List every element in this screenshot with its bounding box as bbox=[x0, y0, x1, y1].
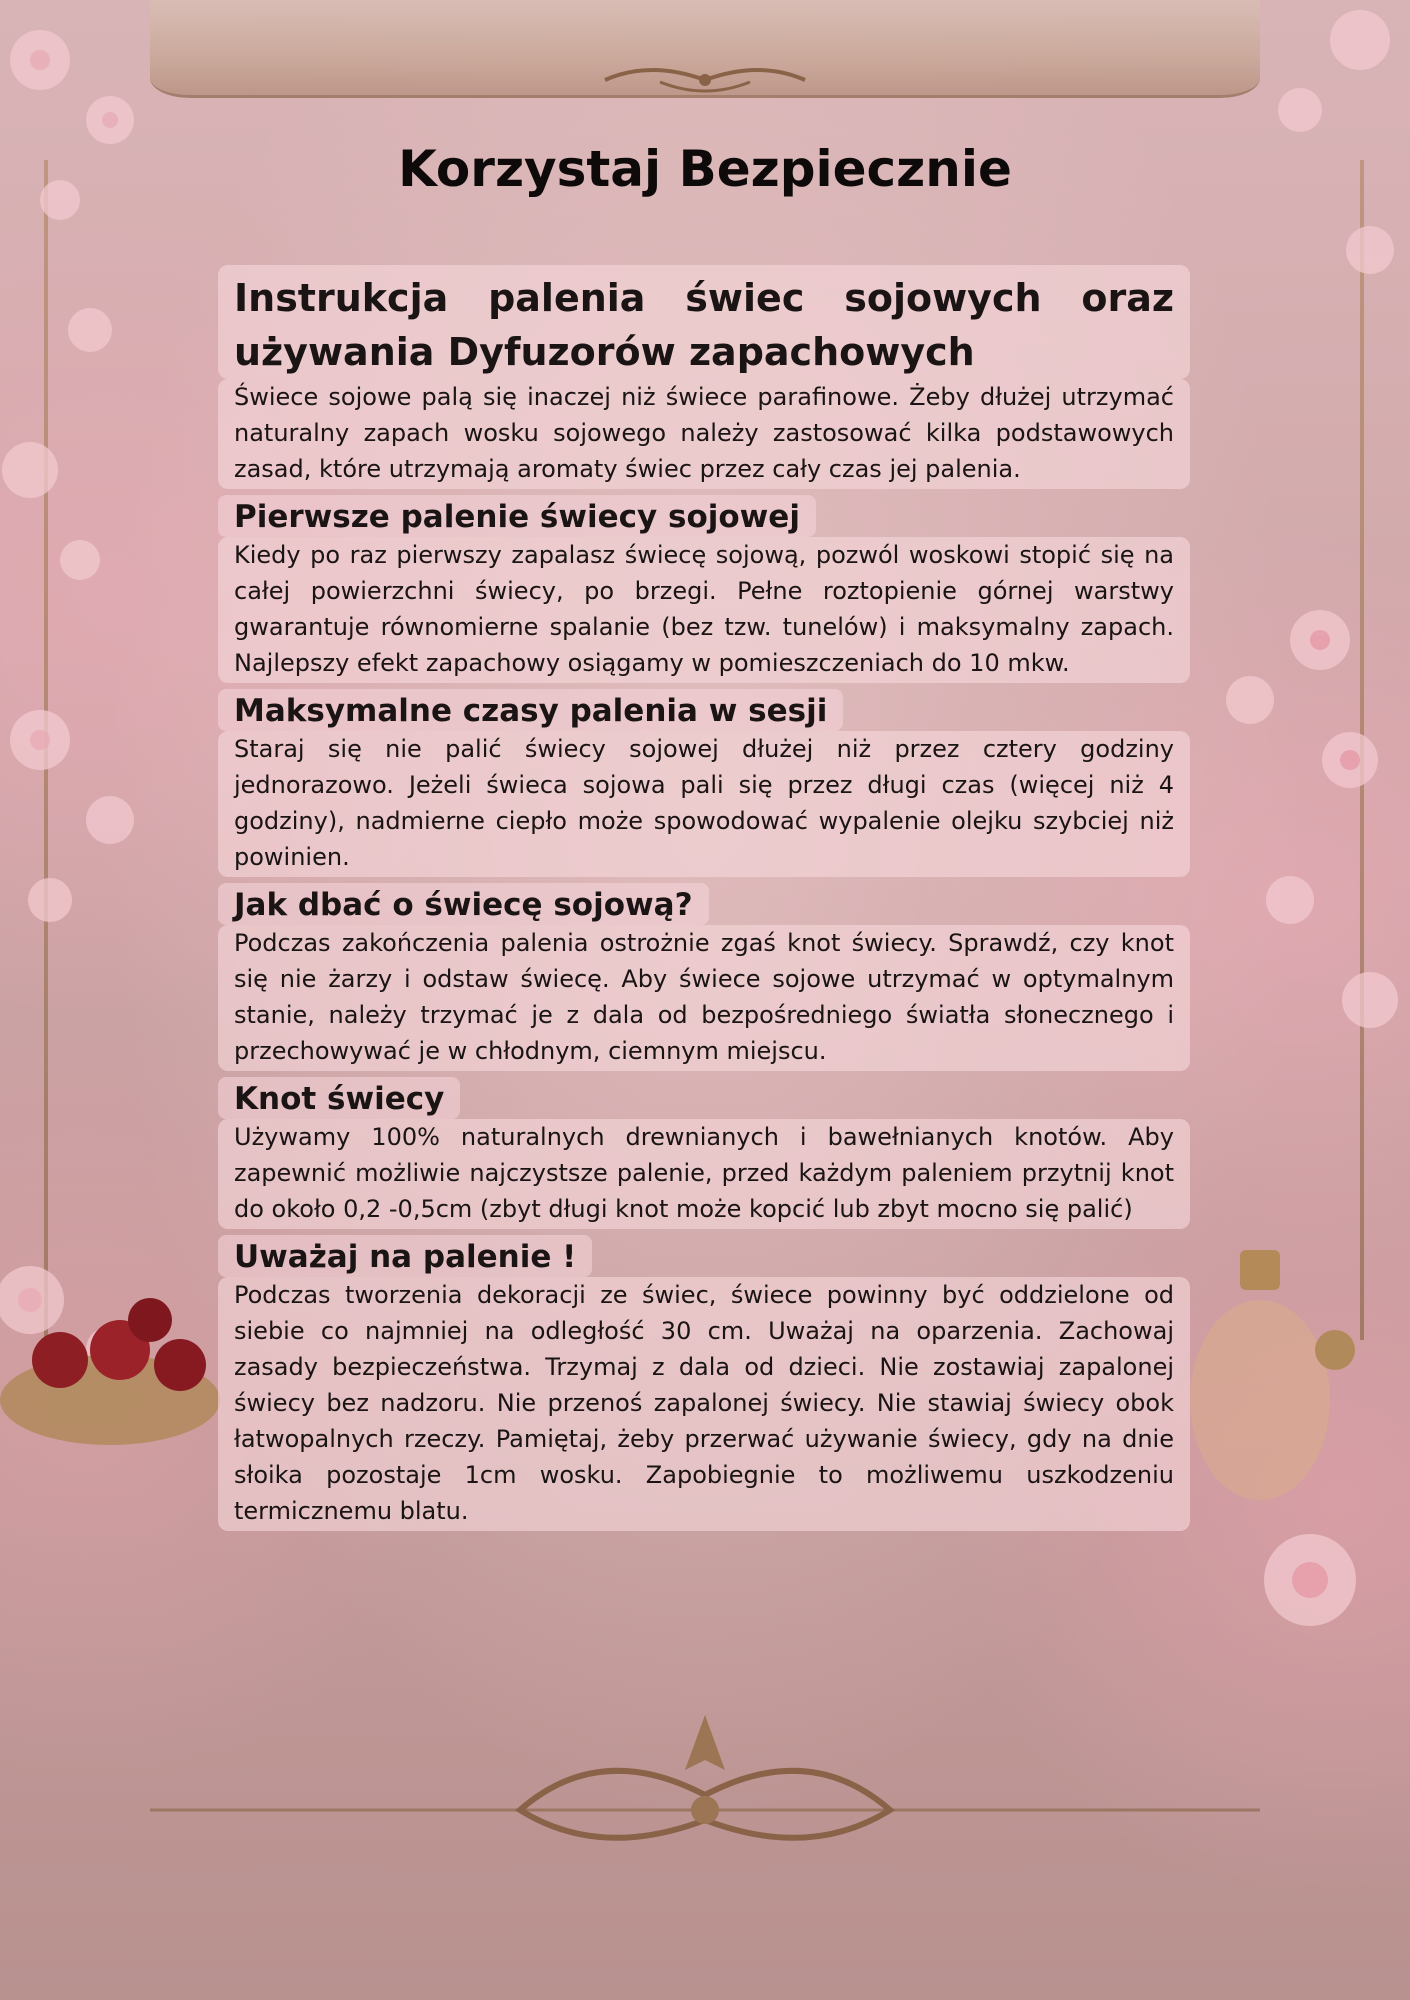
section-paragraph: Podczas zakończenia palenia ostrożnie zgaś knot świecy. Sprawdź, czy knot się nie żarzy i odstaw świecę. Aby świece sojowe utrzymać w optymalnym stanie, należy trzymać je z dala od bezpośredniego światła słonecznego i przechowywać je w chłodnym, ciemnym miejscu. bbox=[218, 925, 1190, 1071]
top-flourish-ornament bbox=[600, 60, 810, 100]
section-heading: Pierwsze palenie świecy sojowej bbox=[218, 495, 816, 537]
section-candle-care bbox=[218, 883, 1190, 1071]
section-safety bbox=[218, 1235, 1190, 1531]
right-frame-border bbox=[1360, 160, 1364, 1340]
section-heading: Knot świecy bbox=[218, 1077, 460, 1119]
section-burn-times bbox=[218, 689, 1190, 877]
section-heading: Maksymalne czasy palenia w sesji bbox=[218, 689, 843, 731]
instructions-content bbox=[218, 265, 1190, 1531]
section-first-burn bbox=[218, 495, 1190, 683]
bottom-gold-ornament bbox=[0, 1700, 1410, 1880]
cherry-bowl-illustration bbox=[0, 1280, 240, 1460]
section-paragraph: Używamy 100% naturalnych drewnianych i bawełnianych knotów. Aby zapewnić możliwie najczystsze palenie, przed każdym paleniem przytnij knot do około 0,2 -0,5cm (zbyt długi knot może kopcić lub zbyt mocno się palić) bbox=[218, 1119, 1190, 1229]
section-paragraph: Kiedy po raz pierwszy zapalasz świecę sojową, pozwól woskowi stopić się na całej powierzchni świecy, po brzegi. Pełne roztopienie górnej warstwy gwarantuje równomierne spalanie (bez tzw. tunelów) i maksymalny zapach. Najlepszy efekt zapachowy osiągamy w pomieszczeniach do 10 mkw. bbox=[218, 537, 1190, 683]
section-paragraph: Podczas tworzenia dekoracji ze świec, świece powinny być oddzielone od siebie co najmniej na odległość 30 cm. Uważaj na oparzenia. Zachowaj zasady bezpieczeństwa. Trzymaj z dala od dzieci. Nie zostawiaj zapalonej świecy bez nadzoru. Nie przenoś zapalonej świecy. Nie stawiaj świecy obok łatwopalnych rzeczy. Pamiętaj, żeby przerwać używanie świecy, gdy na dnie słoika pozostaje 1cm wosku. Zapobiegnie to możliwemu uszkodzeniu termicznemu blatu. bbox=[218, 1277, 1190, 1531]
section-wick bbox=[218, 1077, 1190, 1229]
section-heading: Jak dbać o świecę sojową? bbox=[218, 883, 709, 925]
page-title: Korzystaj Bezpiecznie bbox=[398, 140, 1012, 198]
intro-heading: Instrukcja palenia świec sojowych oraz używania Dyfuzorów zapachowych bbox=[218, 265, 1190, 379]
left-blossom-garland bbox=[0, 0, 240, 1400]
section-heading: Uważaj na palenie ! bbox=[218, 1235, 592, 1277]
right-blossom-garland bbox=[1170, 0, 1410, 1650]
left-frame-border bbox=[44, 160, 48, 1340]
top-scroll-banner bbox=[150, 0, 1260, 98]
perfume-bottle-illustration bbox=[1185, 1230, 1355, 1530]
section-paragraph: Staraj się nie palić świecy sojowej dłużej niż przez cztery godziny jednorazowo. Jeżeli świeca sojowa pali się przez długi czas (więcej niż 4 godziny), nadmierne ciepło może spowodować wypalenie olejku szybciej niż powinien. bbox=[218, 731, 1190, 877]
intro-paragraph: Świece sojowe palą się inaczej niż świece parafinowe. Żeby dłużej utrzymać naturalny zapach wosku sojowego należy zastosować kilka podstawowych zasad, które utrzymają aromaty świec przez cały czas jej palenia. bbox=[218, 379, 1190, 489]
